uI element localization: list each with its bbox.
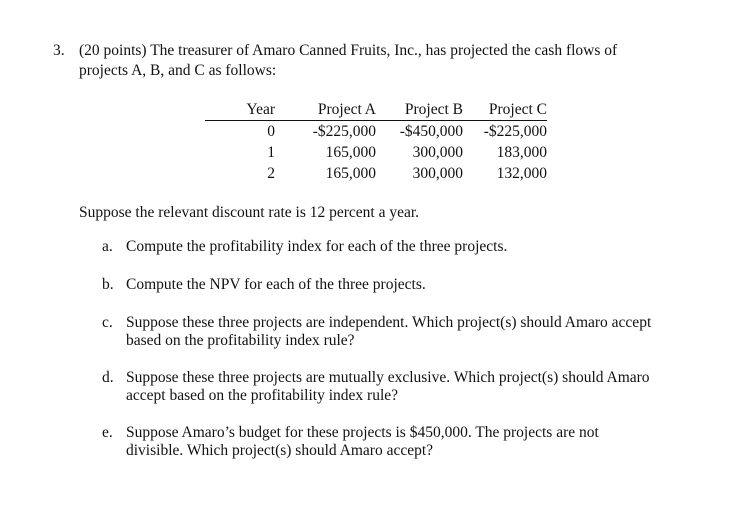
table-header-row	[205, 98, 547, 121]
cell-project-a: 165,000	[325, 144, 376, 161]
part-b-letter: b.	[102, 276, 114, 293]
table-row	[205, 163, 547, 184]
cell-project-b: 300,000	[412, 144, 463, 161]
table-row	[205, 121, 547, 143]
cell-year: 1	[267, 144, 275, 161]
cell-project-a: -$225,000	[312, 123, 376, 140]
part-c-text-line-1: Suppose these three projects are independent. Which project(s) should Amaro accept	[126, 314, 652, 331]
question-text-line-1: (20 points) The treasurer of Amaro Canned Fruits, Inc., has projected the cash flows of	[79, 42, 618, 59]
header-year: Year	[205, 98, 279, 121]
cell-project-c: 183,000	[496, 144, 547, 161]
cell-project-a: 165,000	[325, 165, 376, 182]
cash-flow-table	[205, 98, 547, 184]
cell-project-c: -$225,000	[483, 123, 547, 140]
question-number: 3.	[53, 42, 65, 59]
part-a-letter: a.	[102, 238, 113, 255]
cell-project-c: 132,000	[496, 165, 547, 182]
cell-year: 0	[267, 123, 275, 140]
cell-project-b: -$450,000	[399, 123, 463, 140]
part-e-letter: e.	[102, 424, 113, 441]
part-e-text-line-1: Suppose Amaro’s budget for these projects is $450,000. The projects are not	[126, 424, 599, 441]
discount-rate-statement: Suppose the relevant discount rate is 12 percent a year.	[79, 204, 420, 221]
question-text-line-2: projects A, B, and C as follows:	[79, 62, 277, 79]
part-d-text-line-1: Suppose these three projects are mutually exclusive. Which project(s) should Amaro	[126, 369, 650, 386]
header-project-a: Project A	[279, 98, 376, 121]
part-c-text-line-2: based on the profitability index rule?	[126, 332, 355, 349]
cell-year: 2	[267, 165, 275, 182]
table-row	[205, 142, 547, 163]
part-b-text: Compute the NPV for each of the three projects.	[126, 276, 426, 293]
cell-project-b: 300,000	[412, 165, 463, 182]
part-c-letter: c.	[102, 314, 113, 331]
header-project-b: Project B	[376, 98, 463, 121]
header-project-c: Project C	[463, 98, 547, 121]
part-d-letter: d.	[102, 369, 114, 386]
part-e-text-line-2: divisible. Which project(s) should Amaro accept?	[126, 442, 434, 459]
part-a-text: Compute the profitability index for each of the three projects.	[126, 238, 508, 255]
part-d-text-line-2: accept based on the profitability index rule?	[126, 387, 399, 404]
